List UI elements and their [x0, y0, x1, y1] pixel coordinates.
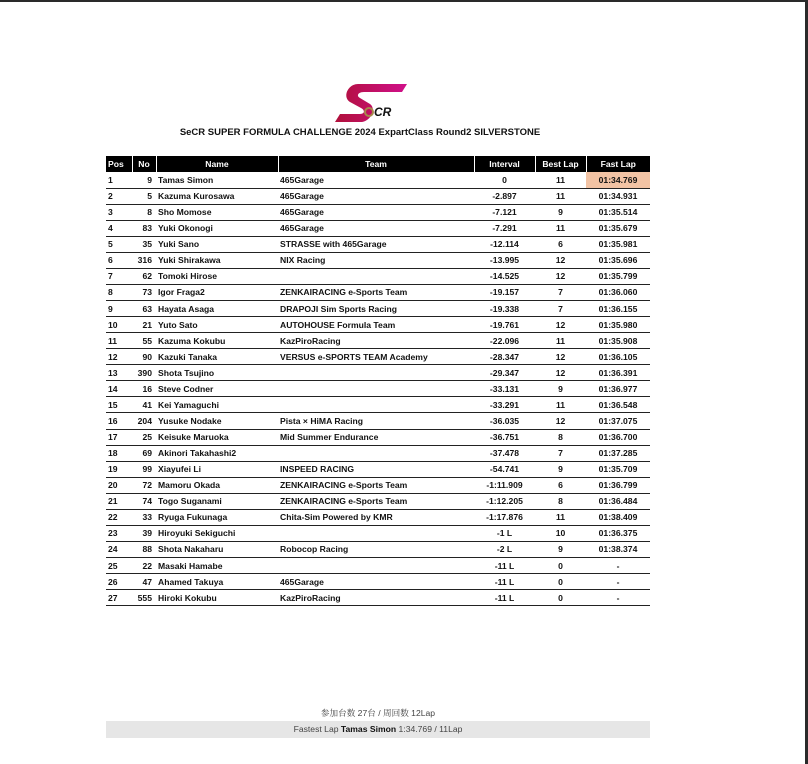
cell-name: Yusuke Nodake: [156, 413, 278, 429]
cell-team: KazPiroRacing: [278, 590, 474, 606]
cell-name: Steve Codner: [156, 381, 278, 397]
cell-best-lap: 12: [535, 252, 586, 268]
cell-no: 5: [132, 188, 156, 204]
cell-team: ZENKAIRACING e-Sports Team: [278, 477, 474, 493]
cell-name: Hiroki Kokubu: [156, 590, 278, 606]
cell-interval: -11 L: [474, 574, 535, 590]
column-header-interval: Interval: [474, 156, 535, 172]
results-table: [106, 156, 650, 606]
table-row: [106, 365, 650, 381]
cell-team: Mid Summer Endurance: [278, 429, 474, 445]
cell-no: 74: [132, 493, 156, 509]
column-header-no: No: [132, 156, 156, 172]
cell-interval: -14.525: [474, 268, 535, 284]
cell-team: 465Garage: [278, 204, 474, 220]
cell-team: ZENKAIRACING e-Sports Team: [278, 493, 474, 509]
cell-no: 73: [132, 284, 156, 300]
cell-interval: -11 L: [474, 590, 535, 606]
cell-fast-lap: 01:35.696: [586, 252, 650, 268]
table-row: [106, 509, 650, 525]
cell-interval: -11 L: [474, 558, 535, 574]
cell-no: 22: [132, 558, 156, 574]
cell-best-lap: 9: [535, 541, 586, 557]
cell-name: Tamas Simon: [156, 172, 278, 188]
cell-no: 62: [132, 268, 156, 284]
cell-interval: -54.741: [474, 461, 535, 477]
table-row: [106, 493, 650, 509]
column-header-team: Team: [278, 156, 474, 172]
cell-interval: -37.478: [474, 445, 535, 461]
cell-best-lap: 0: [535, 558, 586, 574]
cell-name: Yuki Shirakawa: [156, 252, 278, 268]
cell-team: Chita-Sim Powered by KMR: [278, 509, 474, 525]
cell-best-lap: 7: [535, 445, 586, 461]
table-row: [106, 188, 650, 204]
cell-name: Kazuma Kurosawa: [156, 188, 278, 204]
cell-no: 33: [132, 509, 156, 525]
cell-name: Ryuga Fukunaga: [156, 509, 278, 525]
cell-best-lap: 9: [535, 381, 586, 397]
cell-interval: -12.114: [474, 236, 535, 252]
cell-no: 47: [132, 574, 156, 590]
cell-name: Shota Nakaharu: [156, 541, 278, 557]
cell-name: Yuki Sano: [156, 236, 278, 252]
cell-best-lap: 12: [535, 317, 586, 333]
cell-fast-lap: 01:37.075: [586, 413, 650, 429]
results-page: [0, 2, 805, 764]
cell-pos: 1: [106, 172, 132, 188]
table-row: [106, 284, 650, 300]
cell-fast-lap: 01:35.981: [586, 236, 650, 252]
cell-interval: -2.897: [474, 188, 535, 204]
cell-interval: -33.131: [474, 381, 535, 397]
cell-pos: 27: [106, 590, 132, 606]
cell-pos: 5: [106, 236, 132, 252]
cell-best-lap: 11: [535, 188, 586, 204]
cell-pos: 21: [106, 493, 132, 509]
column-header-name: Name: [156, 156, 278, 172]
column-header-best-lap: Best Lap: [535, 156, 586, 172]
cell-name: Keisuke Maruoka: [156, 429, 278, 445]
cell-team: AUTOHOUSE Formula Team: [278, 317, 474, 333]
cell-best-lap: 11: [535, 172, 586, 188]
table-header: [106, 156, 650, 172]
cell-best-lap: 9: [535, 461, 586, 477]
cell-no: 90: [132, 349, 156, 365]
cell-fast-lap: 01:36.155: [586, 301, 650, 317]
svg-text:CR: CR: [374, 105, 392, 119]
cell-no: 55: [132, 333, 156, 349]
cell-fast-lap: -: [586, 590, 650, 606]
cell-name: Sho Momose: [156, 204, 278, 220]
cell-pos: 7: [106, 268, 132, 284]
cell-fast-lap: 01:36.977: [586, 381, 650, 397]
cell-no: 63: [132, 301, 156, 317]
cell-fast-lap: 01:36.700: [586, 429, 650, 445]
cell-name: Ahamed Takuya: [156, 574, 278, 590]
cell-pos: 2: [106, 188, 132, 204]
cell-interval: -36.751: [474, 429, 535, 445]
cell-no: 72: [132, 477, 156, 493]
cell-interval: -2 L: [474, 541, 535, 557]
cell-best-lap: 6: [535, 477, 586, 493]
cell-pos: 23: [106, 525, 132, 541]
cell-fast-lap: 01:36.105: [586, 349, 650, 365]
cell-pos: 8: [106, 284, 132, 300]
cell-fast-lap: 01:36.484: [586, 493, 650, 509]
fastest-lap-driver: Tamas Simon: [340, 724, 397, 734]
cell-no: 88: [132, 541, 156, 557]
cell-no: 16: [132, 381, 156, 397]
cell-interval: -1:11.909: [474, 477, 535, 493]
table-row: [106, 268, 650, 284]
cell-team: KazPiroRacing: [278, 333, 474, 349]
cell-name: Xiayufei Li: [156, 461, 278, 477]
cell-pos: 4: [106, 220, 132, 236]
cell-interval: -1 L: [474, 525, 535, 541]
cell-team: 465Garage: [278, 188, 474, 204]
cell-no: 21: [132, 317, 156, 333]
cell-team: DRAPOJI Sim Sports Racing: [278, 301, 474, 317]
cell-best-lap: 12: [535, 365, 586, 381]
cell-no: 25: [132, 429, 156, 445]
cell-fast-lap: 01:38.374: [586, 541, 650, 557]
cell-no: 35: [132, 236, 156, 252]
cell-interval: 0: [474, 172, 535, 188]
cell-best-lap: 7: [535, 301, 586, 317]
table-row: [106, 317, 650, 333]
cell-name: Masaki Hamabe: [156, 558, 278, 574]
table-row: [106, 220, 650, 236]
table-row: [106, 204, 650, 220]
cell-interval: -1:12.205: [474, 493, 535, 509]
cell-name: Kazuma Kokubu: [156, 333, 278, 349]
cell-team: VERSUS e-SPORTS TEAM Academy: [278, 349, 474, 365]
cell-best-lap: 11: [535, 509, 586, 525]
cell-fast-lap: -: [586, 558, 650, 574]
cell-pos: 19: [106, 461, 132, 477]
fastest-lap-summary: [106, 721, 650, 738]
cell-fast-lap: 01:35.514: [586, 204, 650, 220]
cell-name: Togo Suganami: [156, 493, 278, 509]
cell-no: 8: [132, 204, 156, 220]
cell-pos: 16: [106, 413, 132, 429]
cell-no: 390: [132, 365, 156, 381]
column-header-pos: Pos: [106, 156, 132, 172]
cell-no: 9: [132, 172, 156, 188]
page-title: SeCR SUPER FORMULA CHALLENGE 2024 ExpartClass Round2 SILVERSTONE: [179, 127, 541, 138]
cell-interval: -19.761: [474, 317, 535, 333]
table-row: [106, 333, 650, 349]
cell-pos: 22: [106, 509, 132, 525]
cell-pos: 18: [106, 445, 132, 461]
cell-fast-lap: 01:36.799: [586, 477, 650, 493]
cell-pos: 17: [106, 429, 132, 445]
cell-team: [278, 445, 474, 461]
cell-team: [278, 558, 474, 574]
cell-interval: -7.291: [474, 220, 535, 236]
table-row: [106, 172, 650, 188]
cell-interval: -19.157: [474, 284, 535, 300]
cell-best-lap: 7: [535, 284, 586, 300]
cell-fast-lap: 01:38.409: [586, 509, 650, 525]
cell-name: Akinori Takahashi2: [156, 445, 278, 461]
cell-best-lap: 9: [535, 204, 586, 220]
cell-pos: 15: [106, 397, 132, 413]
cell-team: ZENKAIRACING e-Sports Team: [278, 284, 474, 300]
cell-best-lap: 12: [535, 349, 586, 365]
cell-fast-lap: 01:36.391: [586, 365, 650, 381]
table-row: [106, 301, 650, 317]
cell-best-lap: 11: [535, 333, 586, 349]
fastest-lap-time: 1:34.769 / 11Lap: [398, 724, 463, 734]
fastest-lap-label: Fastest Lap: [293, 724, 339, 734]
cell-no: 555: [132, 590, 156, 606]
cell-interval: -7.121: [474, 204, 535, 220]
cell-fast-lap: 01:34.769: [586, 172, 650, 188]
cell-no: 316: [132, 252, 156, 268]
cell-interval: -1:17.876: [474, 509, 535, 525]
table-row: [106, 477, 650, 493]
cell-interval: -22.096: [474, 333, 535, 349]
cell-team: INSPEED RACING: [278, 461, 474, 477]
cell-best-lap: 6: [535, 236, 586, 252]
cell-team: [278, 525, 474, 541]
cell-fast-lap: 01:35.709: [586, 461, 650, 477]
cell-no: 99: [132, 461, 156, 477]
cell-fast-lap: 01:34.931: [586, 188, 650, 204]
table-row: [106, 413, 650, 429]
table-row: [106, 252, 650, 268]
cell-no: 39: [132, 525, 156, 541]
cell-pos: 6: [106, 252, 132, 268]
table-row: [106, 590, 650, 606]
cell-name: Yuki Okonogi: [156, 220, 278, 236]
cell-pos: 12: [106, 349, 132, 365]
cell-best-lap: 11: [535, 397, 586, 413]
table-row: [106, 558, 650, 574]
cell-pos: 11: [106, 333, 132, 349]
table-row: [106, 236, 650, 252]
cell-team: [278, 381, 474, 397]
secr-logo: [330, 82, 410, 126]
cell-team: Pista × HiMA Racing: [278, 413, 474, 429]
cell-pos: 9: [106, 301, 132, 317]
cell-interval: -33.291: [474, 397, 535, 413]
cell-name: Hayata Asaga: [156, 301, 278, 317]
cell-best-lap: 12: [535, 268, 586, 284]
table-row: [106, 541, 650, 557]
table-row: [106, 381, 650, 397]
cell-no: 69: [132, 445, 156, 461]
cell-name: Mamoru Okada: [156, 477, 278, 493]
cell-team: 465Garage: [278, 574, 474, 590]
cell-interval: -19.338: [474, 301, 535, 317]
cell-fast-lap: 01:35.908: [586, 333, 650, 349]
table-row: [106, 574, 650, 590]
cell-no: 83: [132, 220, 156, 236]
cell-name: Igor Fraga2: [156, 284, 278, 300]
cell-best-lap: 8: [535, 429, 586, 445]
column-header-fast-lap: Fast Lap: [586, 156, 650, 172]
cell-team: NIX Racing: [278, 252, 474, 268]
table-row: [106, 445, 650, 461]
cell-best-lap: 10: [535, 525, 586, 541]
cell-pos: 3: [106, 204, 132, 220]
cell-interval: -13.995: [474, 252, 535, 268]
cell-team: STRASSE with 465Garage: [278, 236, 474, 252]
cell-team: [278, 397, 474, 413]
cell-fast-lap: 01:35.679: [586, 220, 650, 236]
cell-team: 465Garage: [278, 172, 474, 188]
cell-interval: -29.347: [474, 365, 535, 381]
table-row: [106, 429, 650, 445]
cell-best-lap: 8: [535, 493, 586, 509]
cell-no: 41: [132, 397, 156, 413]
cell-pos: 10: [106, 317, 132, 333]
cell-name: Tomoki Hirose: [156, 268, 278, 284]
table-row: [106, 461, 650, 477]
cell-name: Hiroyuki Sekiguchi: [156, 525, 278, 541]
table-row: [106, 397, 650, 413]
cell-name: Kei Yamaguchi: [156, 397, 278, 413]
cell-pos: 14: [106, 381, 132, 397]
table-row: [106, 349, 650, 365]
cell-team: [278, 365, 474, 381]
cell-best-lap: 11: [535, 220, 586, 236]
cell-fast-lap: 01:36.548: [586, 397, 650, 413]
cell-no: 204: [132, 413, 156, 429]
cell-name: Shota Tsujino: [156, 365, 278, 381]
cell-name: Yuto Sato: [156, 317, 278, 333]
cell-best-lap: 0: [535, 574, 586, 590]
cell-best-lap: 12: [535, 413, 586, 429]
cell-team: 465Garage: [278, 220, 474, 236]
cell-name: Kazuki Tanaka: [156, 349, 278, 365]
cell-pos: 20: [106, 477, 132, 493]
table-row: [106, 525, 650, 541]
cell-interval: -28.347: [474, 349, 535, 365]
cell-fast-lap: 01:36.375: [586, 525, 650, 541]
cell-pos: 26: [106, 574, 132, 590]
cell-pos: 24: [106, 541, 132, 557]
cell-pos: 25: [106, 558, 132, 574]
cell-fast-lap: 01:37.285: [586, 445, 650, 461]
cell-best-lap: 0: [535, 590, 586, 606]
cell-team: Robocop Racing: [278, 541, 474, 557]
cell-fast-lap: 01:36.060: [586, 284, 650, 300]
cell-fast-lap: 01:35.980: [586, 317, 650, 333]
cell-fast-lap: -: [586, 574, 650, 590]
cell-pos: 13: [106, 365, 132, 381]
cell-team: [278, 268, 474, 284]
race-summary: 参加台数 27台 / 周回数 12Lap: [320, 708, 436, 718]
cell-interval: -36.035: [474, 413, 535, 429]
cell-fast-lap: 01:35.799: [586, 268, 650, 284]
